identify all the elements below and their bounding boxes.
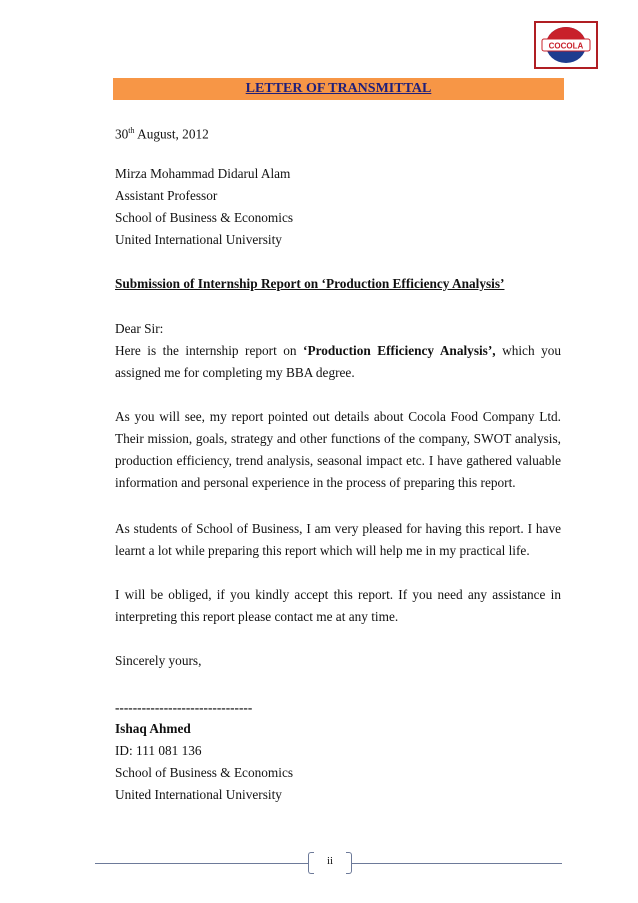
sender-university: United International University (115, 787, 282, 802)
recipient-name: Mirza Mohammad Didarul Alam (115, 166, 291, 181)
letter-subject: Submission of Internship Report on ‘Production Efficiency Analysis’ (115, 276, 505, 291)
footer-rule-left (95, 863, 308, 864)
salutation: Dear Sir: (115, 321, 164, 336)
footer-rule-right (352, 863, 562, 864)
recipient-title: Assistant Professor (115, 188, 218, 203)
sender-school: School of Business & Economics (115, 765, 294, 780)
cocola-logo (534, 21, 598, 69)
paragraph-3: As students of School of Business, I am very pleased for having this report. I have learnt a lot while preparing this report which will help me in my practical life. (115, 521, 561, 558)
paragraph-2: As you will see, my report pointed out details about Cocola Food Company Ltd. Their mission, goals, strategy and other functions of the company, SWOT analysis, production efficiency, trend analysis, seasonal impact etc. I have gathered valuable information and personal experience in the process of preparing this report. (115, 409, 561, 490)
page-number: ii (326, 855, 334, 867)
signature-line: ------------------------------- (115, 700, 253, 715)
letter-title-bar (113, 78, 564, 100)
recipient-school: School of Business & Economics (115, 210, 294, 225)
recipient-university: United International University (115, 232, 282, 247)
paragraph-4: I will be obliged, if you kindly accept this report. If you need any assistance in interpreting this report please contact me at any time. (115, 587, 561, 624)
closing: Sincerely yours, (115, 653, 202, 668)
logo-wordmark: COCOLA (548, 41, 584, 51)
sender-name: Ishaq Ahmed (115, 721, 191, 736)
sender-id: ID: 111 081 136 (115, 743, 202, 758)
letter-date: 30th August, 2012 (115, 126, 209, 142)
paragraph-1: Here is the internship report on ‘Production Efficiency Analysis’, which you assigned me for completing my BBA degree. (115, 343, 562, 380)
letter-title: LETTER OF TRANSMITTAL (245, 81, 432, 96)
